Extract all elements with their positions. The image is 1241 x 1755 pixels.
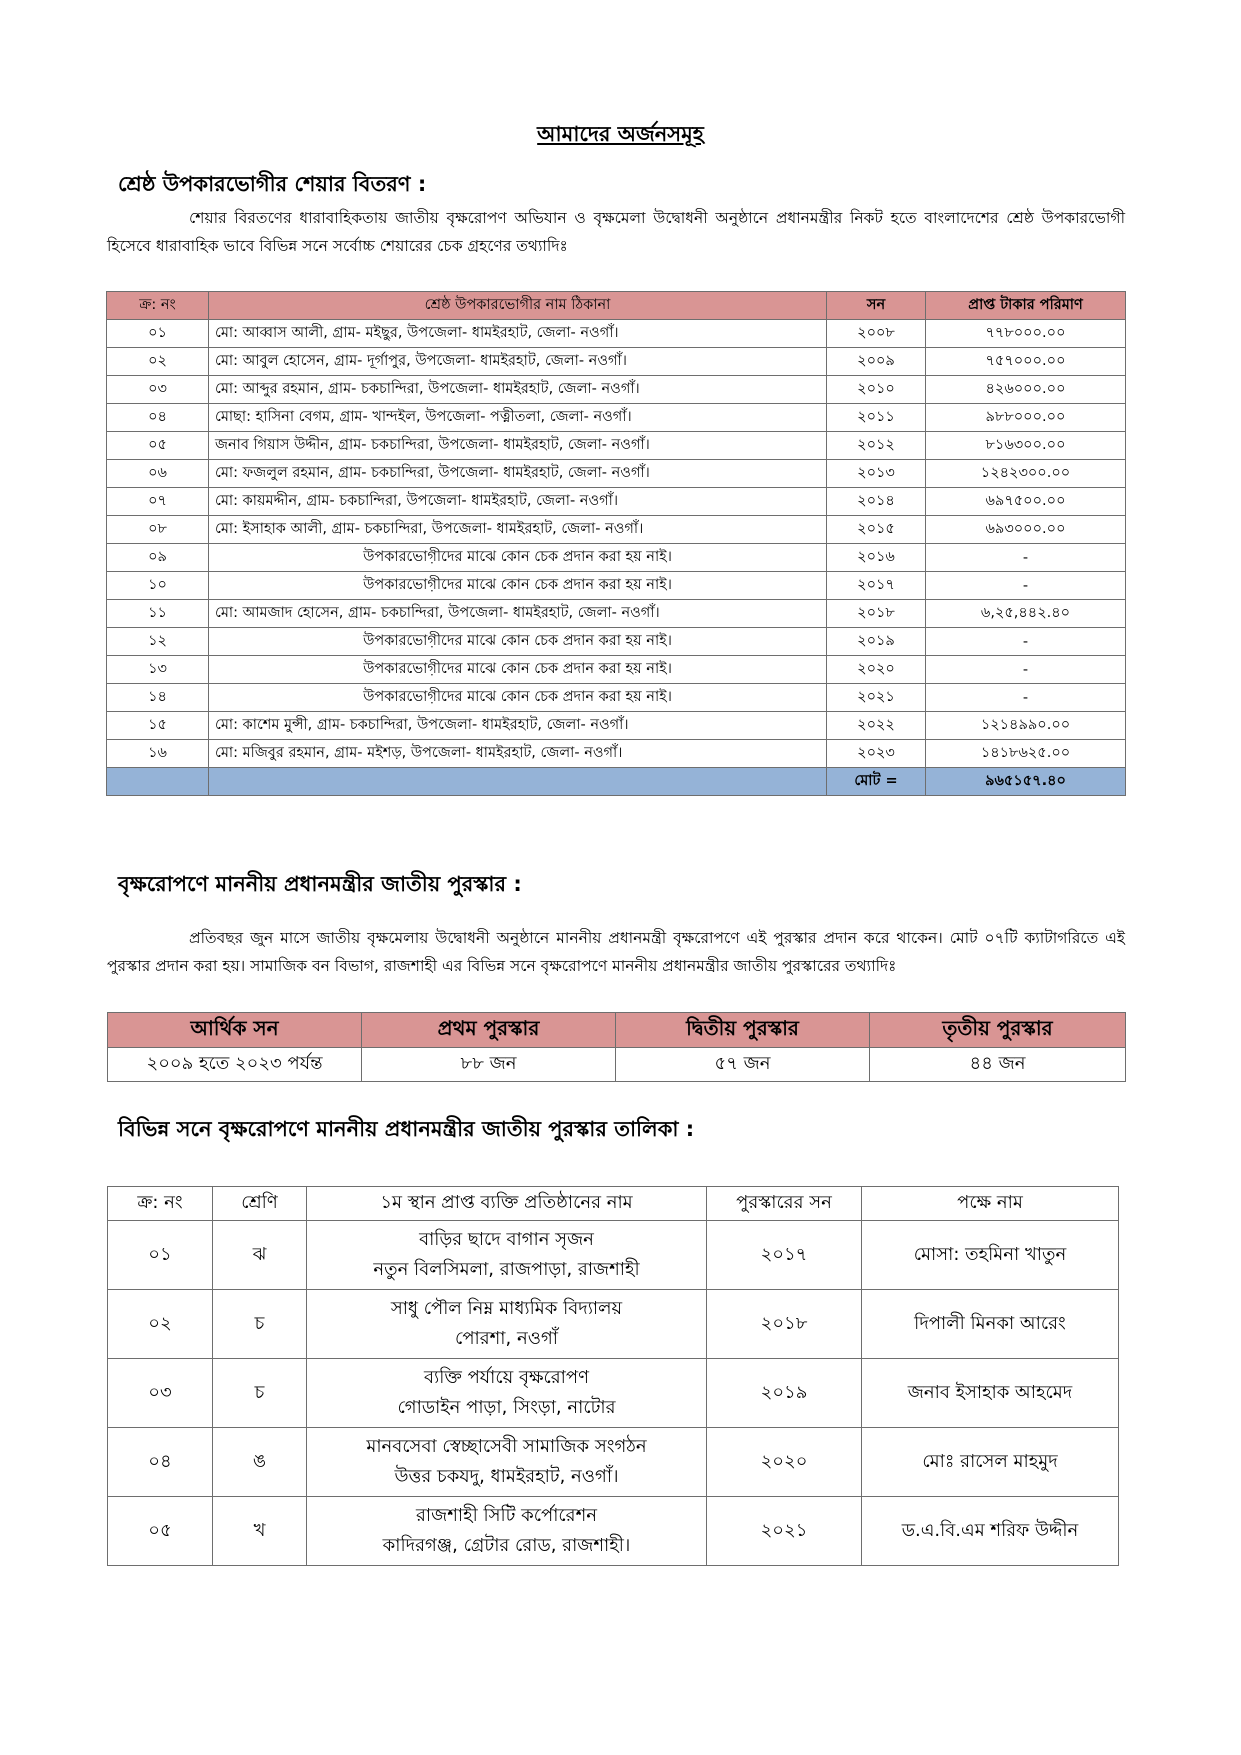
- serial-cell: ০৩: [107, 376, 209, 404]
- serial-cell: ১২: [107, 628, 209, 656]
- serial-cell: ০৬: [107, 460, 209, 488]
- table-row: [107, 544, 1126, 572]
- share-section-heading: শ্রেষ্ঠ উপকারভোগীর শেয়ার বিতরণ :: [118, 172, 427, 196]
- name-address-cell: মো: কাশেম মুন্সী, গ্রাম- চকচান্দিরা, উপজেলা- ধামইরহাট, জেলা- নওগাঁ।: [209, 712, 827, 740]
- table-header-row: [108, 1013, 1126, 1048]
- table-row: [108, 1221, 1119, 1290]
- amount-cell: -: [926, 628, 1126, 656]
- amount-cell: -: [926, 684, 1126, 712]
- recipient-cell: মোসা: তহমিনা খাতুন: [862, 1221, 1119, 1290]
- amount-cell: ৯৮৮০০০.০০: [926, 404, 1126, 432]
- award-summary-table: [107, 1012, 1126, 1082]
- table-row: [107, 684, 1126, 712]
- winner-address: উত্তর চকযদু, ধামইরহাট, নওগাঁ।: [394, 1466, 619, 1487]
- amount-cell: ৬৯৩০০০.০০: [926, 516, 1126, 544]
- table-row: [107, 348, 1126, 376]
- share-section-paragraph: শেয়ার বিরতণের ধারাবাহিকতায় জাতীয় বৃক্ষরোপণ অভিযান ও বৃক্ষমেলা উদ্বোধনী অনুষ্ঠানে প্রধানমন্ত্রীর নিকট হতে বাংলাদেশের শ্রেষ্ঠ উপকারভোগী হিসেবে ধারাবাহিক ভাবে বিভিন্ন সনে সর্বোচ্চ শেয়ারের চেক গ্রহণের তথ্যাদিঃ: [107, 209, 1125, 255]
- table-row: [107, 656, 1126, 684]
- winner-title: সাধু পৌল নিম্ন মাধ্যমিক বিদ্যালয়: [390, 1298, 623, 1319]
- category-cell: ঙ: [213, 1428, 307, 1497]
- third-prize-count: ৪৪ জন: [870, 1048, 1126, 1082]
- year-cell: ২০১৪: [827, 488, 926, 516]
- first-prize-count: ৮৮ জন: [362, 1048, 616, 1082]
- column-header-fiscal-year: আর্থিক সন: [108, 1013, 362, 1048]
- name-address-cell: মো: আব্বাস আলী, গ্রাম- মইছুর, উপজেলা- ধামইরহাট, জেলা- নওগাঁ।: [209, 320, 827, 348]
- year-cell: ২০১৬: [827, 544, 926, 572]
- table-row: [107, 404, 1126, 432]
- serial-cell: ০৭: [107, 488, 209, 516]
- winner-title: রাজশাহী সিটি কর্পোরেশন: [416, 1505, 597, 1526]
- recipient-cell: জনাব ইসাহাক আহমেদ: [862, 1359, 1119, 1428]
- amount-cell: ৬৯৭৫০০.০০: [926, 488, 1126, 516]
- serial-cell: ০৯: [107, 544, 209, 572]
- award-section-heading: বৃক্ষরোপণে মাননীয় প্রধানমন্ত্রীর জাতীয় পুরস্কার :: [118, 872, 522, 896]
- name-address-cell: মো: ইসাহাক আলী, গ্রাম- চকচান্দিরা, উপজেলা- ধামইরহাট, জেলা- নওগাঁ।: [209, 516, 827, 544]
- category-cell: ঝ: [213, 1221, 307, 1290]
- amount-cell: ৪২৬০০০.০০: [926, 376, 1126, 404]
- name-address-cell: উপকারভো়গীদের মাঝে কোন চেক প্রদান করা হয় নাই।: [209, 544, 827, 572]
- year-cell: ২০২১: [827, 684, 926, 712]
- serial-cell: ০১: [107, 320, 209, 348]
- table-row: [107, 572, 1126, 600]
- winner-name-cell: [307, 1497, 707, 1566]
- serial-cell: ০৫: [108, 1497, 213, 1566]
- winner-name-cell: [307, 1428, 707, 1497]
- column-header-category: শ্রেণি: [213, 1187, 307, 1221]
- recipient-cell: মোঃ রাসেল মাহমুদ: [862, 1428, 1119, 1497]
- total-empty-cell: [107, 768, 209, 796]
- winner-name-cell: [307, 1221, 707, 1290]
- column-header-second-prize: দ্বিতীয় পুরস্কার: [616, 1013, 870, 1048]
- share-distribution-table: [106, 291, 1126, 796]
- page-title: আমাদের অর্জনসমূহ: [537, 122, 704, 146]
- name-address-cell: মো: মজিবুর রহমান, গ্রাম- মইশড়, উপজেলা- ধামইরহাট, জেলা- নওগাঁ।: [209, 740, 827, 768]
- award-year-cell: ২০১৭: [707, 1221, 862, 1290]
- name-address-cell: জনাব গিয়াস উদ্দীন, গ্রাম- চকচান্দিরা, উপজেলা- ধামইরহাট, জেলা- নওগাঁ।: [209, 432, 827, 460]
- serial-cell: ০২: [107, 348, 209, 376]
- winner-name-cell: [307, 1290, 707, 1359]
- serial-cell: ০৪: [108, 1428, 213, 1497]
- serial-cell: ১৫: [107, 712, 209, 740]
- year-cell: ২০২০: [827, 656, 926, 684]
- year-cell: ২০২২: [827, 712, 926, 740]
- column-header-first-prize: প্রথম পুরস্কার: [362, 1013, 616, 1048]
- column-header-serial: ক্র: নং: [107, 292, 209, 320]
- award-year-cell: ২০২১: [707, 1497, 862, 1566]
- name-address-cell: উপকারভো়গীদের মাঝে কোন চেক প্রদান করা হয় নাই।: [209, 572, 827, 600]
- year-cell: ২০২৩: [827, 740, 926, 768]
- name-address-cell: মো: আমজাদ হোসেন, গ্রাম- চকচান্দিরা, উপজেলা- ধামইরহাট, জেলা- নওগাঁ।: [209, 600, 827, 628]
- name-address-cell: মো: আবুল হোসেন, গ্রাম- দূর্গাপুর, উপজেলা- ধামইরহাট, জেলা- নওগাঁ।: [209, 348, 827, 376]
- amount-cell: -: [926, 544, 1126, 572]
- year-cell: ২০১০: [827, 376, 926, 404]
- column-header-serial: ক্র: নং: [108, 1187, 213, 1221]
- column-header-amount: প্রাপ্ত টাকার পরিমাণ: [926, 292, 1126, 320]
- amount-cell: ১২৪২৩০০.০০: [926, 460, 1126, 488]
- award-list-table: [107, 1186, 1119, 1566]
- year-cell: ২০০৮: [827, 320, 926, 348]
- winner-title: ব্যক্তি পর্যায়ে বৃক্ষরোপণ: [423, 1367, 590, 1388]
- table-row: [107, 320, 1126, 348]
- table-row: [107, 712, 1126, 740]
- serial-cell: ১১: [107, 600, 209, 628]
- year-cell: ২০০৯: [827, 348, 926, 376]
- column-header-name-address: শ্রেষ্ঠ উপকারভোগীর নাম ঠিকানা: [209, 292, 827, 320]
- winner-address: গোডাইন পাড়া, সিংড়া, নাটোর: [397, 1397, 616, 1418]
- winner-address: কাদিরগঞ্জ, গ্রেটার রোড, রাজশাহী।: [382, 1535, 631, 1556]
- award-year-cell: ২০১৮: [707, 1290, 862, 1359]
- serial-cell: ১৩: [107, 656, 209, 684]
- total-value: ৯৬৫১৫৭.৪০: [926, 768, 1126, 796]
- amount-cell: ৮১৬৩০০.০০: [926, 432, 1126, 460]
- table-row: [107, 740, 1126, 768]
- table-row: [108, 1428, 1119, 1497]
- serial-cell: ০৮: [107, 516, 209, 544]
- fiscal-year-cell: ২০০৯ হতে ২০২৩ পর্যন্ত: [108, 1048, 362, 1082]
- table-row: [108, 1290, 1119, 1359]
- category-cell: খ: [213, 1497, 307, 1566]
- table-row: [108, 1359, 1119, 1428]
- winner-address: পোরশা, নওগাঁ: [455, 1328, 558, 1349]
- column-header-third-prize: তৃতীয় পুরস্কার: [870, 1013, 1126, 1048]
- year-cell: ২০১১: [827, 404, 926, 432]
- year-cell: ২০১৩: [827, 460, 926, 488]
- serial-cell: ১০: [107, 572, 209, 600]
- total-label: মোট =: [827, 768, 926, 796]
- winner-address: নতুন বিলসিমলা, রাজপাড়া, রাজশাহী: [373, 1259, 640, 1280]
- category-cell: চ: [213, 1290, 307, 1359]
- serial-cell: ০২: [108, 1290, 213, 1359]
- year-cell: ২০১২: [827, 432, 926, 460]
- serial-cell: ০৫: [107, 432, 209, 460]
- total-empty-cell: [209, 768, 827, 796]
- amount-cell: -: [926, 572, 1126, 600]
- serial-cell: ০৪: [107, 404, 209, 432]
- column-header-year: সন: [827, 292, 926, 320]
- winner-title: বাড়ির ছাদে বাগান সৃজন: [419, 1229, 594, 1250]
- table-row: [107, 460, 1126, 488]
- amount-cell: ১২১৪৯৯০.০০: [926, 712, 1126, 740]
- table-row: [107, 432, 1126, 460]
- serial-cell: ১৬: [107, 740, 209, 768]
- recipient-cell: ড.এ.বি.এম শরিফ উদ্দীন: [862, 1497, 1119, 1566]
- serial-cell: ১৪: [107, 684, 209, 712]
- name-address-cell: উপকারভো়গীদের মাঝে কোন চেক প্রদান করা হয় নাই।: [209, 656, 827, 684]
- name-address-cell: উপকারভো়গীদের মাঝে কোন চেক প্রদান করা হয় নাই।: [209, 684, 827, 712]
- category-cell: চ: [213, 1359, 307, 1428]
- total-row: [107, 768, 1126, 796]
- award-list-heading: বিভিন্ন সনে বৃক্ষরোপণে মাননীয় প্রধানমন্ত্রীর জাতীয় পুরস্কার তালিকা :: [118, 1117, 695, 1141]
- year-cell: ২০১৭: [827, 572, 926, 600]
- amount-cell: ৬,২৫,৪৪২.৪০: [926, 600, 1126, 628]
- table-row: [107, 488, 1126, 516]
- name-address-cell: মো: আব্দুর রহমান, গ্রাম- চকচান্দিরা, উপজেলা- ধামইরহাট, জেলা- নওগাঁ।: [209, 376, 827, 404]
- year-cell: ২০১৯: [827, 628, 926, 656]
- table-row: [107, 628, 1126, 656]
- award-year-cell: ২০১৯: [707, 1359, 862, 1428]
- award-year-cell: ২০২০: [707, 1428, 862, 1497]
- name-address-cell: মোছা: হাসিনা বেগম, গ্রাম- খান্দইল, উপজেলা- পত্নীতলা, জেলা- নওগাঁ।: [209, 404, 827, 432]
- amount-cell: ৭৭৮০০০.০০: [926, 320, 1126, 348]
- column-header-award-year: পুরস্কারের সন: [707, 1187, 862, 1221]
- name-address-cell: উপকারভো়গীদের মাঝে কোন চেক প্রদান করা হয় নাই।: [209, 628, 827, 656]
- second-prize-count: ৫৭ জন: [616, 1048, 870, 1082]
- year-cell: ২০১৫: [827, 516, 926, 544]
- serial-cell: ০১: [108, 1221, 213, 1290]
- name-address-cell: মো: কায়মদ্দীন, গ্রাম- চকচান্দিরা, উপজেলা- ধামইরহাট, জেলা- নওগাঁ।: [209, 488, 827, 516]
- amount-cell: -: [926, 656, 1126, 684]
- column-header-winner-name: ১ম স্থান প্রাপ্ত ব্যক্তি প্রতিষ্ঠানের নাম: [307, 1187, 707, 1221]
- table-row: [107, 376, 1126, 404]
- winner-name-cell: [307, 1359, 707, 1428]
- table-row: [108, 1497, 1119, 1566]
- table-row: [107, 516, 1126, 544]
- amount-cell: ৭৫৭০০০.০০: [926, 348, 1126, 376]
- table-header-row: [108, 1187, 1119, 1221]
- winner-title: মানবসেবা স্বেচ্ছাসেবী সামাজিক সংগঠন: [366, 1436, 647, 1457]
- table-row: [107, 600, 1126, 628]
- recipient-cell: দিপালী মিনকা আরেং: [862, 1290, 1119, 1359]
- table-row: [108, 1048, 1126, 1082]
- name-address-cell: মো: ফজলুল রহমান, গ্রাম- চকচান্দিরা, উপজেলা- ধামইরহাট, জেলা- নওগাঁ।: [209, 460, 827, 488]
- amount-cell: ১৪১৮৬২৫.০০: [926, 740, 1126, 768]
- column-header-recipient: পক্ষে নাম: [862, 1187, 1119, 1221]
- year-cell: ২০১৮: [827, 600, 926, 628]
- serial-cell: ০৩: [108, 1359, 213, 1428]
- award-section-paragraph: প্রতিবছর জুন মাসে জাতীয় বৃক্ষমেলায় উদ্বোধনী অনুষ্ঠানে মাননীয় প্রধানমন্ত্রী বৃক্ষরোপণে এই পুরস্কার প্রদান করে থাকেন। মোট ০৭টি ক্যাটাগরিতে এই পুরস্কার প্রদান করা হয়। সামাজিক বন বিভাগ, রাজশাহী এর বিভিন্ন সনে বৃক্ষরোপণে মাননীয় প্রধানমন্ত্রীর জাতীয় পুরস্কারের তথ্যাদিঃ: [107, 929, 1125, 975]
- table-header-row: [107, 292, 1126, 320]
